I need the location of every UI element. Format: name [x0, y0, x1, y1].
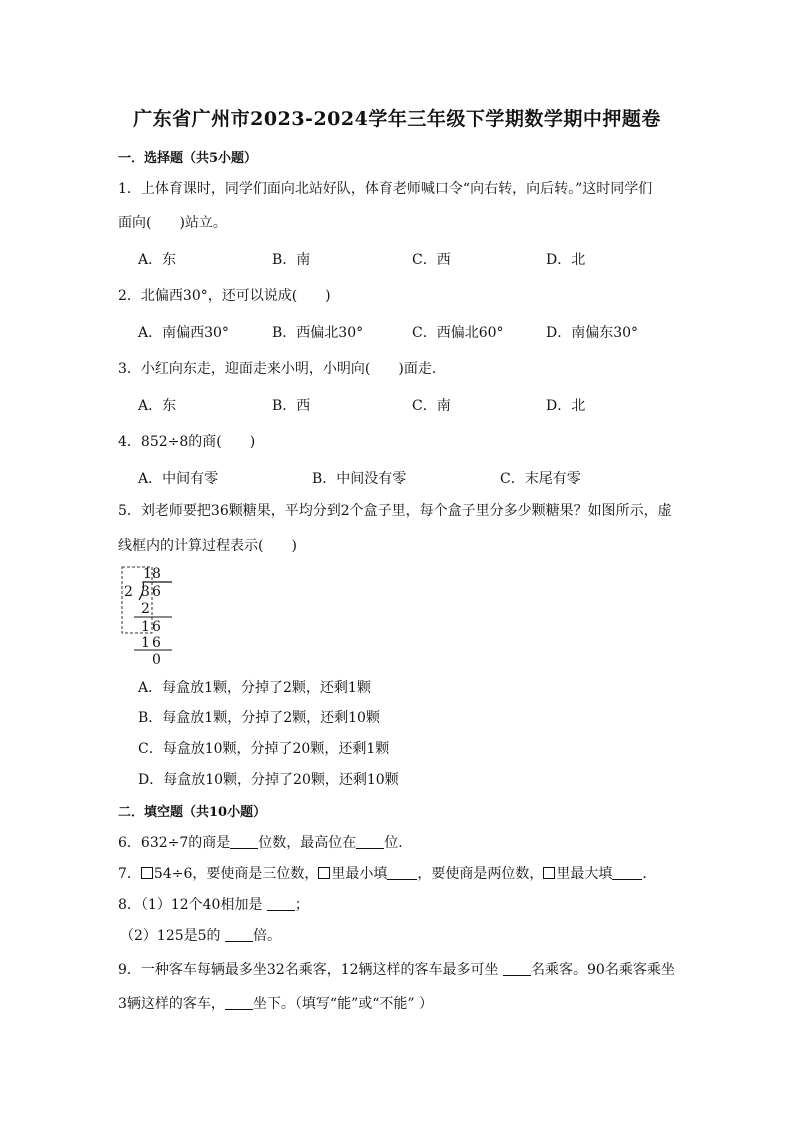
q7-part-c: 里最小填 — [331, 866, 388, 882]
question-1-text: 1．上体育课时，同学们面向北站好队，体育老师喊口令“向右转，向后转。”这时同学们 — [118, 181, 653, 197]
section-heading-choice: 一．选择题（共5小题） — [118, 151, 258, 166]
q8-blank-1[interactable] — [267, 896, 295, 911]
remainder-tens-digit: 1 — [141, 619, 150, 635]
question-5-text: 5．刘老师要把36颗糖果，平均分到2个盒子里，每个盒子里分多少颗糖果？如图所示，虚 — [118, 503, 672, 519]
question-8-line-2 — [120, 925, 281, 945]
q2-option-a: A．南偏西30° — [138, 325, 229, 341]
q4-option-a: A．中间有零 — [138, 471, 219, 487]
q6-part-c: 位． — [384, 835, 413, 851]
quotient-tens-digit: 1 — [143, 566, 152, 582]
q2-option-d: D．南偏东30° — [546, 325, 639, 341]
dividend-ones-digit: 6 — [152, 584, 161, 600]
q2-option-c: C．西偏北60° — [412, 325, 504, 341]
q1-option-c: C．西 — [412, 252, 451, 268]
empty-box-icon — [141, 867, 153, 879]
section-heading-fill: 二．填空题（共10小题） — [118, 805, 267, 820]
q6-blank-1[interactable] — [230, 834, 258, 849]
q7-blank-2[interactable] — [612, 865, 642, 880]
q9-blank-1[interactable] — [503, 961, 531, 976]
question-2-text: 2．北偏西30°，还可以说成( ) — [118, 288, 331, 304]
q6-part-a: 6．632÷7的商是 — [118, 835, 231, 851]
q7-part-f: ． — [642, 866, 657, 882]
q3-option-c: C．南 — [412, 398, 451, 414]
q7-part-a: 7． — [118, 866, 141, 882]
question-6-text — [118, 832, 412, 852]
question-9-line-1 — [118, 959, 675, 979]
q8-blank-2[interactable] — [225, 927, 253, 942]
question-9-line-2 — [118, 993, 433, 1013]
question-3-text: 3．小红向东走，迎面走来小明，小明向( )面走． — [118, 361, 446, 377]
q9-part-2a: 3辆这样的客车， — [118, 996, 225, 1012]
q7-blank-1[interactable] — [387, 865, 417, 880]
second-product-ones: 6 — [152, 635, 161, 651]
q5-option-b: B．每盒放1颗，分掉了2颗，还剩10颗 — [138, 710, 380, 726]
long-division-figure — [118, 562, 178, 666]
q8-part-1b: ； — [294, 897, 309, 913]
q6-part-b: 位数，最高位在 — [258, 835, 357, 851]
q3-option-b: B．西 — [272, 398, 311, 414]
q8-part-1a: 8．（1）12个40相加是 — [118, 897, 267, 913]
q5-option-c: C．每盒放10颗，分掉了20颗，还剩1颗 — [138, 741, 390, 757]
question-5-text-cont: 线框内的计算过程表示( ) — [118, 538, 297, 554]
q3-option-a: A．东 — [138, 398, 177, 414]
q4-option-b: B．中间没有零 — [312, 471, 407, 487]
q1-option-d: D．北 — [546, 252, 586, 268]
q8-part-2b: 倍。 — [253, 928, 281, 944]
q7-part-e: 里最大填 — [556, 866, 613, 882]
q9-part-2b: 坐下。（填写“能”或“不能” ） — [252, 996, 434, 1012]
empty-box-icon — [318, 867, 330, 879]
question-1-text-cont: 面向( )站立。 — [118, 215, 227, 231]
q1-option-b: B．南 — [272, 252, 311, 268]
question-8-line-1 — [118, 894, 309, 914]
quotient-ones-digit: 8 — [152, 566, 161, 582]
q7-part-d: ，要使商是两位数， — [417, 866, 544, 882]
q3-option-d: D．北 — [546, 398, 586, 414]
question-7-text — [118, 863, 656, 883]
q8-part-2a: （2）125是5的 — [120, 928, 225, 944]
q1-option-a: A．东 — [138, 252, 177, 268]
q5-option-a: A．每盒放1颗，分掉了2颗，还剩1颗 — [138, 680, 371, 696]
question-4-text: 4．852÷8的商( ) — [118, 434, 256, 450]
q6-blank-2[interactable] — [356, 834, 384, 849]
q4-option-c: C．末尾有零 — [500, 471, 581, 487]
empty-box-icon — [543, 867, 555, 879]
second-product-tens: 1 — [141, 635, 150, 651]
page-title: 广东省广州市2023-2024学年三年级下学期数学期中押题卷 — [133, 108, 661, 130]
final-remainder: 0 — [152, 652, 161, 668]
remainder-ones-digit: 6 — [152, 619, 161, 635]
q9-part-1a: 9．一种客车每辆最多坐32名乘客，12辆这样的客车最多可坐 — [118, 962, 503, 978]
q7-part-b: 54÷6，要使商是三位数， — [153, 866, 319, 882]
q9-part-1b: 名乘客。90名乘客乘坐 — [531, 962, 675, 978]
divisor: 2 — [124, 584, 133, 600]
q5-option-d: D．每盒放10颗，分掉了20颗，还剩10颗 — [138, 772, 399, 788]
q9-blank-2[interactable] — [225, 995, 253, 1010]
first-product: 2 — [141, 601, 150, 617]
q2-option-b: B．西偏北30° — [272, 325, 364, 341]
dividend-tens-digit: 3 — [141, 584, 150, 600]
